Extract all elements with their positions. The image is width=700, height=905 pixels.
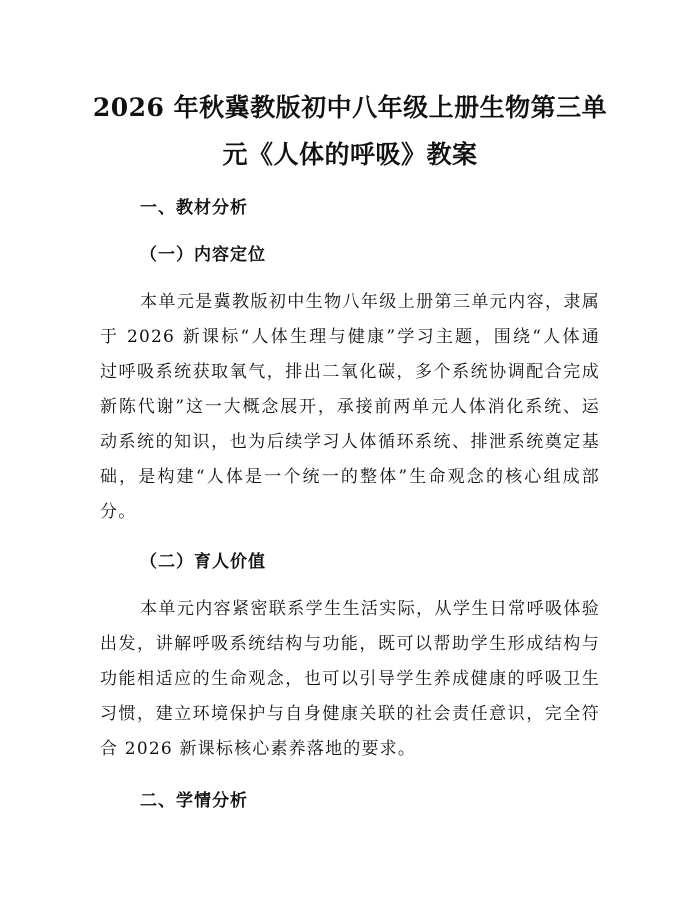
subsection-heading-content-positioning: （一）内容定位: [140, 245, 266, 265]
paragraph-line: 分。: [100, 502, 137, 522]
section-heading-textbook-analysis: 一、教材分析: [140, 198, 248, 218]
paragraph-line: 过呼吸系统获取氧气，排出二氧化碳，多个系统协调配合完成: [100, 362, 600, 382]
paragraph-line: 本单元内容紧密联系学生生活实际，从学生日常呼吸体验: [140, 599, 600, 619]
document-title-line-1: 2026 年秋冀教版初中八年级上册生物第三单: [92, 93, 608, 122]
paragraph-line: 功能相适应的生命观念，也可以引导学生养成健康的呼吸卫生: [100, 669, 600, 689]
document-title-line-2: 元《人体的呼吸》教案: [222, 140, 478, 169]
section-heading-student-analysis: 二、学情分析: [140, 791, 248, 811]
paragraph-line: 动系统的知识，也为后续学习人体循环系统、排泄系统奠定基: [100, 432, 600, 452]
subsection-heading-educational-value: （二）育人价值: [140, 552, 266, 572]
paragraph-line: 础，是构建“人体是一个统一的整体”生命观念的核心组成部: [100, 467, 600, 487]
paragraph-line: 合 2026 新课标核心素养落地的要求。: [100, 739, 417, 759]
paragraph-line: 本单元是冀教版初中生物八年级上册第三单元内容，隶属: [140, 292, 600, 312]
paragraph-line: 出发，讲解呼吸系统结构与功能，既可以帮助学生形成结构与: [100, 634, 600, 654]
paragraph-line: 于 2026 新课标“人体生理与健康”学习主题，围绕“人体通: [100, 327, 600, 347]
paragraph-line: 习惯，建立环境保护与自身健康关联的社会责任意识，完全符: [100, 704, 600, 724]
paragraph-line: 新陈代谢”这一大概念展开，承接前两单元人体消化系统、运: [100, 397, 600, 417]
